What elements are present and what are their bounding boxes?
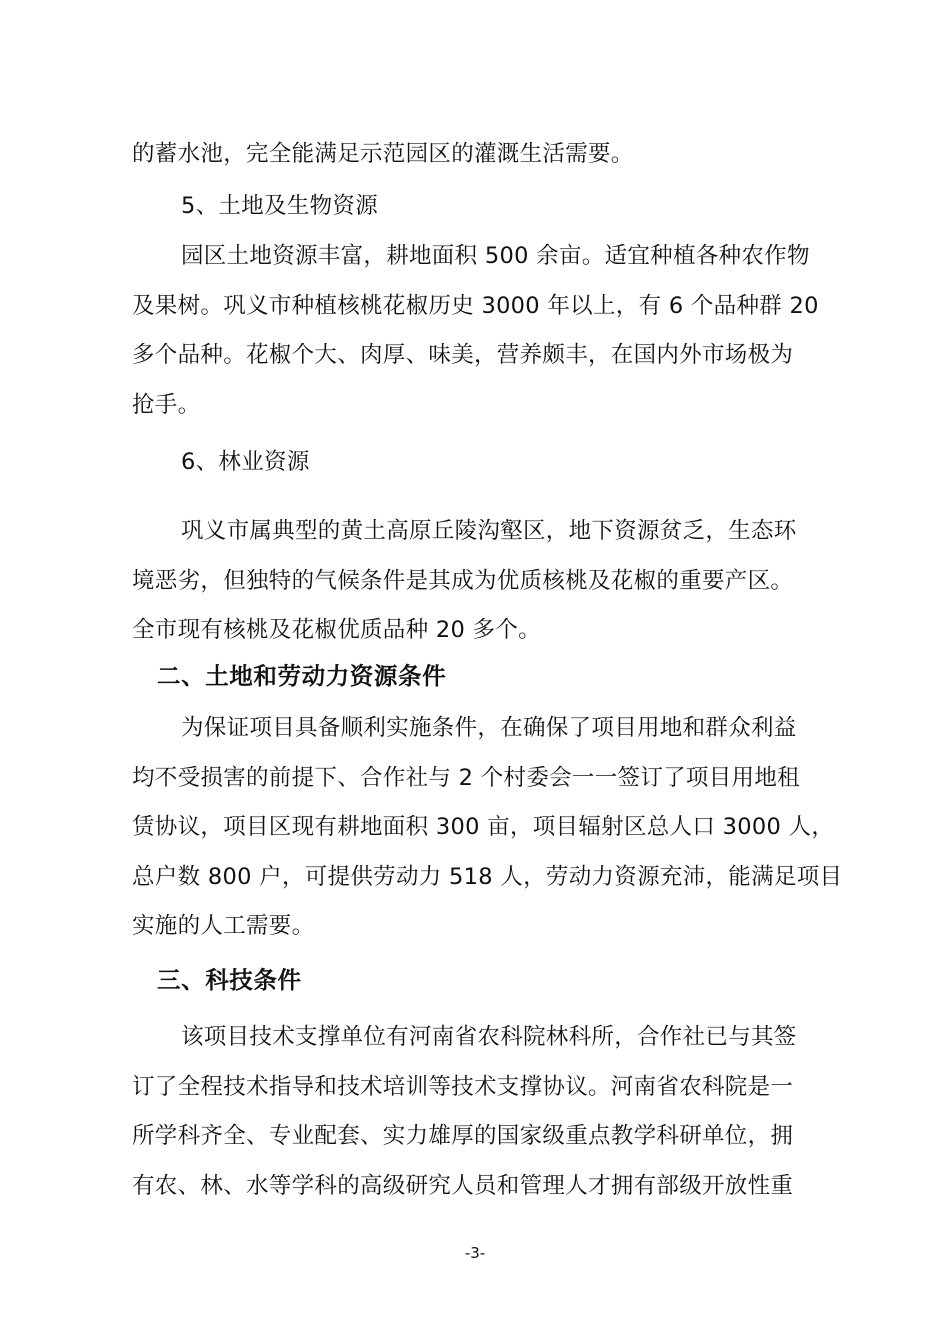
paragraph-line: 实施的人工需要。 [132, 913, 315, 939]
paragraph-line: 赁协议，项目区现有耕地面积 300 亩，项目辐射区总人口 3000 人， [132, 814, 835, 840]
paragraph-line: 总户数 800 户，可提供劳动力 518 人，劳动力资源充沛，能满足项目 [132, 864, 843, 890]
paragraph-line: 订了全程技术指导和技术培训等技术支撑协议。河南省农科院是一 [132, 1074, 794, 1100]
paragraph-line: 多个品种。花椒个大、肉厚、味美，营养颇丰，在国内外市场极为 [132, 342, 794, 368]
section-heading-land-labor: 二、土地和劳动力资源条件 [157, 662, 447, 690]
paragraph-line: 所学科齐全、专业配套、实力雄厚的国家级重点教学科研单位，拥 [132, 1123, 794, 1149]
paragraph-line: 及果树。巩义市种植核桃花椒历史 3000 年以上，有 6 个品种群 20 [132, 293, 819, 319]
paragraph-line: 均不受损害的前提下、合作社与 2 个村委会一一签订了项目用地租 [132, 765, 800, 791]
paragraph-line: 全市现有核桃及花椒优质品种 20 多个。 [132, 617, 541, 643]
subheading-forest-resources: 6、林业资源 [181, 449, 310, 475]
paragraph-line: 抢手。 [132, 392, 201, 418]
paragraph-line: 为保证项目具备顺利实施条件，在确保了项目用地和群众利益 [181, 715, 797, 741]
section-heading-technology: 三、科技条件 [157, 966, 302, 994]
paragraph-line: 园区土地资源丰富，耕地面积 500 余亩。适宜种植各种农作物 [181, 243, 810, 269]
paragraph-continuation-line: 的蓄水池，完全能满足示范园区的灌溉生活需要。 [132, 141, 634, 167]
paragraph-line: 有农、林、水等学科的高级研究人员和管理人才拥有部级开放性重 [132, 1173, 794, 1199]
subheading-land-resources: 5、土地及生物资源 [181, 193, 379, 219]
paragraph-line: 巩义市属典型的黄土高原丘陵沟壑区，地下资源贫乏，生态环 [181, 518, 797, 544]
page-number: -3- [464, 1244, 486, 1262]
paragraph-line: 境恶劣，但独特的气候条件是其成为优质核桃及花椒的重要产区。 [132, 568, 794, 594]
paragraph-line: 该项目技术支撑单位有河南省农科院林科所，合作社已与其签 [181, 1024, 797, 1050]
